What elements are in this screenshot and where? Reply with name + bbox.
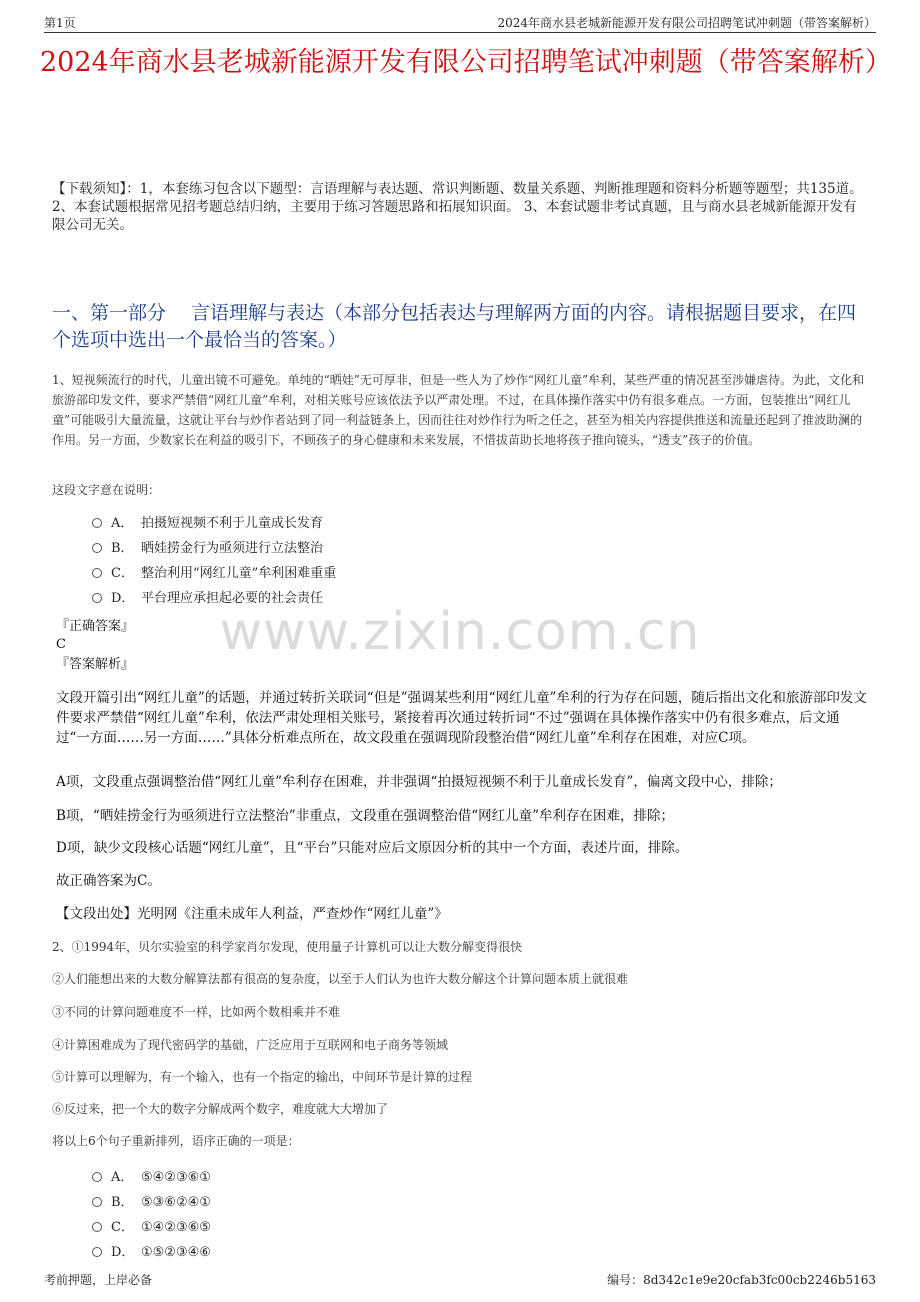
document-title: 2024年商水县老城新能源开发有限公司招聘笔试冲刺题（带答案解析） (40, 47, 892, 78)
analysis-option-b: B项，“晒娃捞金行为亟须进行立法整治”非重点，文段重在强调整治借“网红儿童”牟利存在困难，排除； (56, 808, 675, 824)
analysis-option-d: D项，缺少文段核心话题“网红儿童”，且“平台”只能对应后文原因分析的其中一个方面，表述片面，排除。 (56, 840, 689, 856)
radio-icon[interactable] (92, 593, 102, 603)
question-2-sentence-2: ②人们能想出来的大数分解算法都有很高的复杂度，以至于人们认为也许大数分解这个计算问题本质上就很难 (52, 972, 629, 986)
analysis-label: 『答案解析』 (56, 657, 135, 672)
option-b[interactable]: B． 晒娃捞金行为亟须进行立法整治 (92, 536, 336, 561)
question-1-prompt: 这段文字意在说明： (52, 483, 161, 497)
analysis-paragraph: 文段开篇引出“网红儿童”的话题，并通过转折关联词“但是”强调某些利用“网红儿童”牟利的行为存在问题，随后指出文化和旅游部印发文件要求严禁借“网红儿童”牟利，依法严肃处理相关账号，紧接着再次通过转折词“不过”强调在具体操作落实中仍有很多难点，后文通过“一方面……另一方面……”具体分析难点所在，故文段重在强调现阶段整治借“网红儿童”牟利存在困难，对应C项。 (56, 690, 867, 746)
question-2-sentence-5: ⑤计算可以理解为，有一个输入，也有一个指定的输出，中间环节是计算的过程 (52, 1070, 473, 1084)
option-c[interactable]: C． 整治利用“网红儿童”牟利困难重重 (92, 561, 336, 586)
question-2-sentence-3: ③不同的计算问题难度不一样，比如两个数相乘并不难 (52, 1005, 341, 1019)
question-2-sentence-1: 2、①1994年，贝尔实验室的科学家肖尔发现，使用量子计算机可以让大数分解变得很快 (52, 940, 523, 954)
analysis-source: 【文段出处】光明网《注重未成年人利益，严查炒作“网红儿童”》 (56, 906, 448, 922)
header-doc-title: 2024年商水县老城新能源开发有限公司招聘笔试冲刺题（带答案解析） (497, 16, 876, 30)
question-1-stem: 1、短视频流行的时代，儿童出镜不可避免。单纯的“晒娃”无可厚非，但是一些人为了炒作“网红儿童”牟利，某些严重的情况甚至涉嫌虐待。为此，文化和旅游部印发文件，要求严禁借“网红儿童”牟利，对相关账号应该依法予以严肃处理。不过，在具体操作落实中仍有很多难点。一方面，包装推出“网红儿童”可能吸引大量流量，这就让平台与炒作者站到了同一利益链条上，因而往往对炒作行为听之任之，甚至为相关内容提供推送和流量还起到了推波助澜的作用。另一方面，少数家长在利益的吸引下，不顾孩子的身心健康和未来发展，不惜拔苗助长地将孩子推向镜头，“透支”孩子的价值。 (52, 373, 865, 447)
question-1-options (92, 511, 336, 611)
option-b[interactable]: B． ⑤③⑥②④① (92, 1190, 211, 1215)
section-heading: 一、第一部分 言语理解与表达（本部分包括表达与理解两方面的内容。请根据题目要求，在四个选项中选出一个最恰当的答案。） (52, 302, 857, 351)
page-header (44, 12, 876, 33)
footer-serial: 编号：8d342c1e9e20cfab3fc00cb2246b5163 (607, 1273, 876, 1287)
option-d[interactable]: D． 平台理应承担起必要的社会责任 (92, 586, 336, 611)
question-2-prompt: 将以上6个句子重新排列，语序正确的一项是： (52, 1134, 300, 1148)
answer-label: 『正确答案』 (56, 619, 135, 634)
radio-icon[interactable] (92, 1197, 102, 1207)
radio-icon[interactable] (92, 1247, 102, 1257)
option-c[interactable]: C． ①④②③⑥⑤ (92, 1215, 211, 1240)
option-a[interactable]: A． ⑤④②③⑥① (92, 1165, 211, 1190)
question-2-sentence-6: ⑥反过来，把一个大的数字分解成两个数字，难度就大大增加了 (52, 1102, 389, 1116)
analysis-option-a: A项，文段重点强调整治借“网红儿童”牟利存在困难，并非强调“拍摄短视频不利于儿童成长发育”，偏离文段中心，排除； (56, 774, 782, 790)
analysis-conclusion: 故正确答案为C。 (56, 873, 161, 889)
question-2-options (92, 1165, 211, 1265)
radio-icon[interactable] (92, 1172, 102, 1182)
option-d[interactable]: D． ①⑤②③④⑥ (92, 1240, 211, 1265)
download-notice: 【下载须知】：1，本套练习包含以下题型：言语理解与表达题、常识判断题、数量关系题、判断推理题和资料分析题等题型；共135道。 2、本套试题根据常见招考题总结归纳，主要用于练习答题思路和拓展知识面。 3、本套试题非考试真题，且与商水县老城新能源开发有限公司无关。 (52, 181, 863, 233)
page-number: 第1页 (44, 16, 76, 30)
question-2-sentence-4: ④计算困难成为了现代密码学的基础，广泛应用于互联网和电子商务等领域 (52, 1038, 449, 1052)
radio-icon[interactable] (92, 518, 102, 528)
radio-icon[interactable] (92, 568, 102, 578)
radio-icon[interactable] (92, 543, 102, 553)
watermark: www.zixin.com.cn (219, 602, 701, 662)
radio-icon[interactable] (92, 1222, 102, 1232)
option-a[interactable]: A． 拍摄短视频不利于儿童成长发育 (92, 511, 336, 536)
footer-slogan: 考前押题，上岸必备 (44, 1273, 153, 1287)
answer-value: C (56, 637, 66, 652)
